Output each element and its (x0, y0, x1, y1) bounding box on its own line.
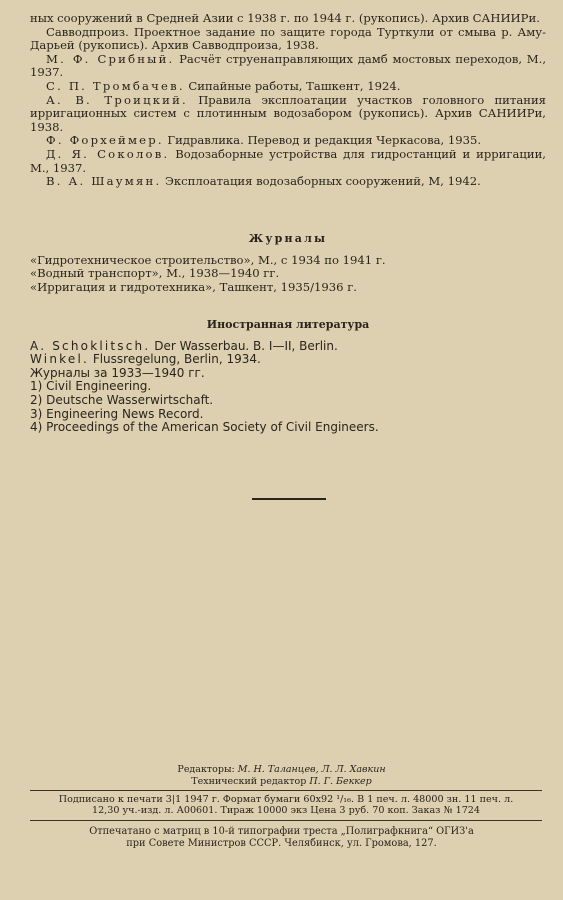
foreign-item: Журналы за 1933—1940 гг. (30, 365, 205, 380)
reference-author: Ф. Форхеймер. (46, 133, 164, 148)
reference-author: А. В. Троицкий. (46, 92, 188, 107)
printing-note: Отпечатано с матриц в 10-й типографии треста „Полиграфкнига“ ОГИЗ'а при Совете Министров СССР. Челябинск, ул. Громова, 127. (89, 826, 474, 849)
foreign-item: 4) Proceedings of the American Society of Civil Engineers. (30, 420, 379, 435)
reference-author: М. Ф. Срибный. (46, 51, 175, 66)
section-divider (252, 498, 326, 500)
foreign-item: A. Schoklitsch. Der Wasserbau. B. I—II, Berlin. (30, 338, 338, 353)
journals-section (30, 232, 546, 294)
reference-item: В. А. Шаумян. Эксплоатация водозаборных сооружений, М, 1942. (46, 174, 481, 189)
editors-names: М. Н. Таланцев, Л. Л. Хавкин (237, 764, 386, 775)
reference-item: Д. Я. Соколов. Водозаборные устройства для гидростанций и ирригации, М., 1937. (30, 146, 546, 175)
journals-heading: Журналы (248, 232, 328, 245)
imprint-box (30, 790, 542, 821)
editor-credits: Редакторы: М. Н. Таланцев, Л. Л. Хавкин Технический редактор П. Г. Беккер (177, 764, 386, 787)
imprint-line: Подписано к печати 3|1 1947 г. Формат бумаги 60х92 ¹/₁₆. В 1 печ. л. 48000 зн. 11 печ. л. (58, 794, 514, 805)
journal-item: «Гидротехническое строительство», М., с 1934 по 1941 г. (30, 252, 386, 267)
reference-item: ных сооружений в Средней Азии с 1938 г. по 1944 г. (рукопись). Архив САНИИРи. (30, 11, 540, 25)
foreign-item: 3) Engineering News Record. (30, 406, 204, 421)
reference-author: С. П. Тромбачев. (46, 78, 185, 93)
foreign-item: 1) Civil Engineering. (30, 379, 152, 394)
reference-item: М. Ф. Срибный. Расчёт струенаправляющих дамб мостовых переходов, М., 1937. (30, 51, 546, 80)
tech-editor-name: П. Г. Беккер (309, 775, 372, 787)
journal-item: «Ирригация и гидротехника», Ташкент, 1935/1936 г. (30, 279, 357, 294)
reference-list (30, 12, 546, 189)
reference-author: Д. Я. Соколов. (46, 146, 170, 161)
imprint-line: 12,30 уч.-изд. л. А00601. Тираж 10000 экз Цена 3 руб. 70 коп. Заказ № 1724 (91, 805, 481, 817)
reference-item: Ф. Форхеймер. Гидравлика. Перевод и редакция Черкасова, 1935. (46, 133, 482, 148)
foreign-literature-section (30, 318, 546, 435)
reference-item: Савводпроиз. Проектное задание по защите города Турткули от смыва р. Аму-Дарьей (рукопись). Архив Савводпроиза, 1938. (30, 24, 546, 53)
reference-item: А. В. Троицкий. Правила эксплоатации участков головного питания ирригационных систем с плотинным водозабором (рукопись). Архив САНИИРи, 1938. (30, 92, 546, 134)
journal-item: «Водный транспорт», М., 1938—1940 гг. (30, 266, 280, 281)
reference-item: С. П. Тромбачев. Сипайные работы, Ташкент, 1924. (46, 78, 401, 93)
foreign-item: 2) Deutsche Wasserwirtschaft. (30, 392, 214, 407)
reference-author: В. А. Шаумян. (46, 174, 162, 189)
foreign-item: Winkel. Flussregelung, Berlin, 1934. (30, 352, 261, 367)
foreign-heading: Иностранная литература (206, 318, 370, 331)
